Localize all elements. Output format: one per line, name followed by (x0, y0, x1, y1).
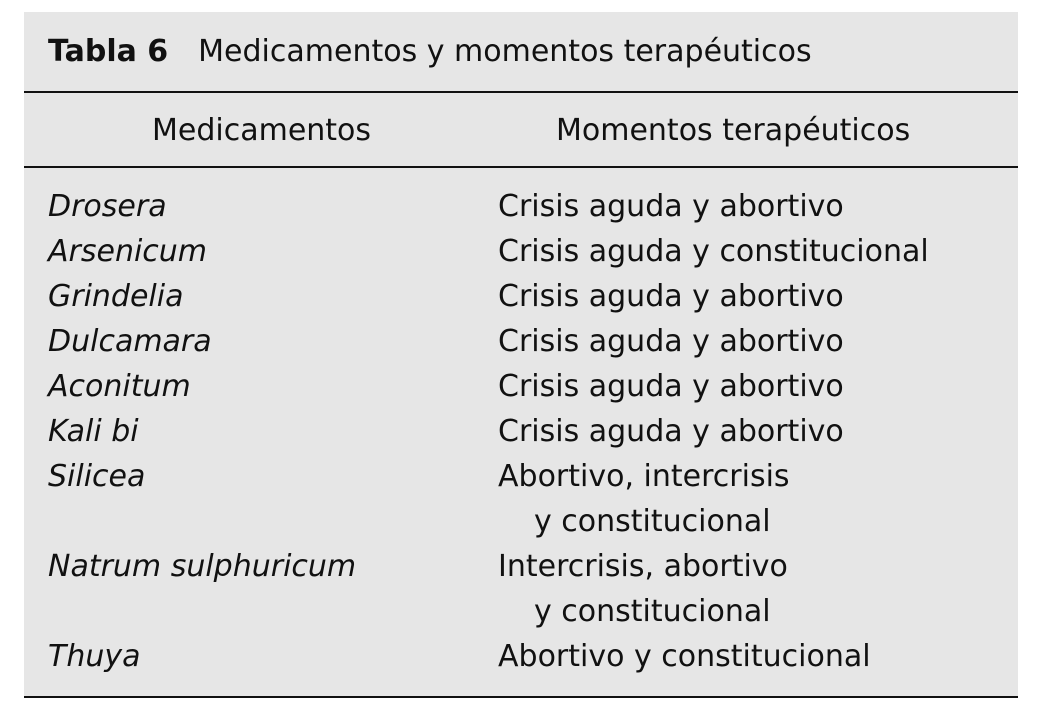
medicamento-cell: Natrum sulphuricum (48, 549, 357, 584)
momento-line: Crisis aguda y abortivo (498, 414, 844, 449)
medicamento-cell: Dulcamara (48, 324, 212, 359)
momento-cell (498, 229, 929, 274)
table-row (24, 454, 1018, 544)
momento-cell (498, 274, 844, 319)
momento-cell (498, 454, 790, 544)
medicamento-cell: Silicea (48, 459, 146, 494)
medicamento-cell: Thuya (48, 639, 141, 674)
momento-cell (498, 364, 844, 409)
table-row (24, 409, 1018, 454)
table-row (24, 634, 1018, 679)
medicamento-cell: Aconitum (48, 369, 191, 404)
medicamento-cell: Arsenicum (48, 234, 208, 269)
momento-line: Intercrisis, abortivo (498, 549, 788, 584)
momento-line: Crisis aguda y constitucional (498, 234, 929, 269)
momento-line: Crisis aguda y abortivo (498, 369, 844, 404)
momento-line: Abortivo, intercrisis (498, 459, 790, 494)
medicamento-cell: Drosera (48, 189, 167, 224)
bottom-rule (24, 696, 1018, 698)
table-body (24, 184, 1018, 679)
momento-line: Crisis aguda y abortivo (498, 324, 844, 359)
table-row (24, 544, 1018, 634)
momento-cell (498, 184, 844, 229)
momento-cell (498, 634, 871, 679)
header-rule (24, 166, 1018, 168)
momento-line: Abortivo y constitucional (498, 639, 871, 674)
momento-line: Crisis aguda y abortivo (498, 279, 844, 314)
table-caption (48, 34, 812, 70)
medicamento-cell: Grindelia (48, 279, 184, 314)
table-row (24, 229, 1018, 274)
table-title: Medicamentos y momentos terapéuticos (198, 34, 812, 69)
column-header-momentos: Momentos terapéuticos (556, 113, 911, 148)
momento-line-continuation: y constitucional (534, 504, 771, 539)
table-label: Tabla 6 (48, 34, 169, 69)
table-row (24, 319, 1018, 364)
table-row (24, 364, 1018, 409)
table-container (24, 12, 1018, 698)
column-header-medicamentos: Medicamentos (152, 113, 372, 148)
top-rule (24, 91, 1018, 93)
table-row (24, 184, 1018, 229)
momento-line: Crisis aguda y abortivo (498, 189, 844, 224)
momento-cell (498, 409, 844, 454)
momento-cell (498, 319, 844, 364)
momento-line-continuation: y constitucional (534, 594, 771, 629)
medicamento-cell: Kali bi (48, 414, 139, 449)
momento-cell (498, 544, 788, 634)
table-row (24, 274, 1018, 319)
